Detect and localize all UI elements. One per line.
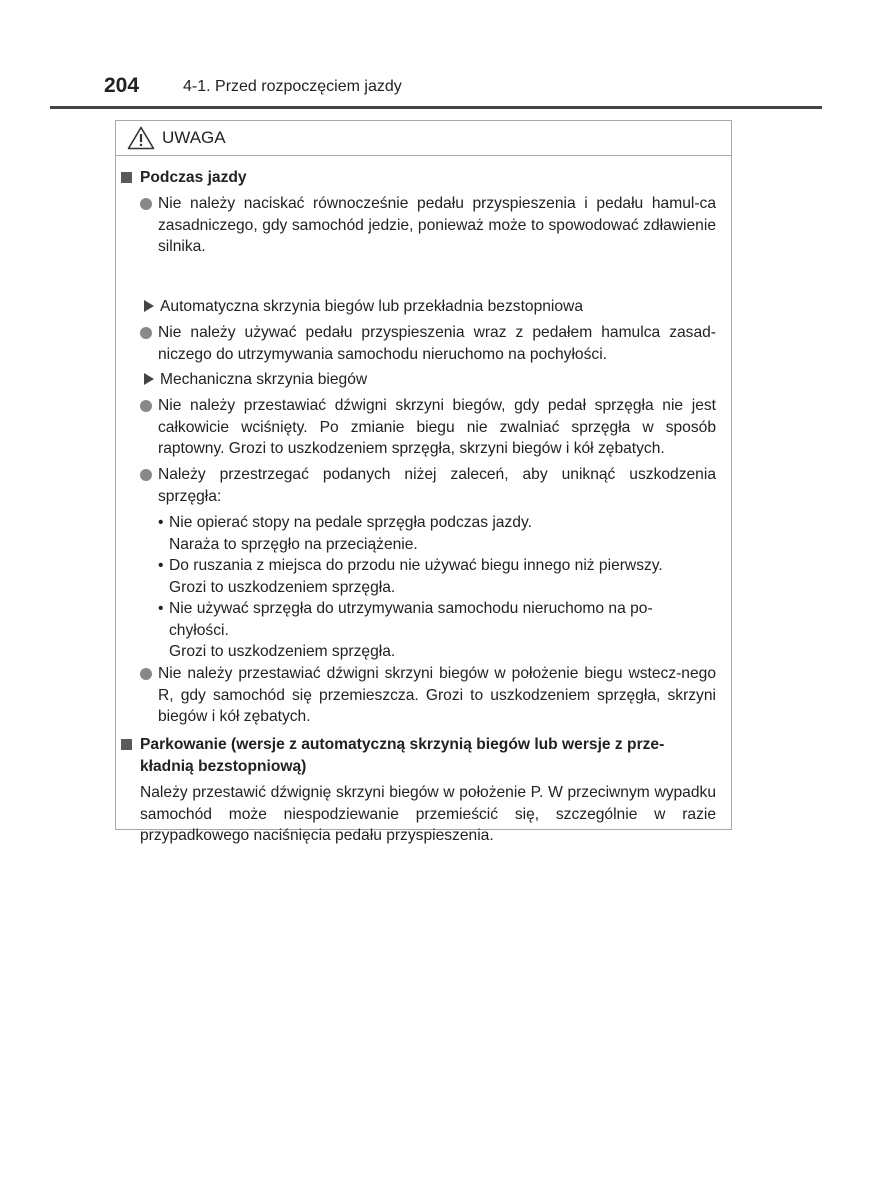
square-bullet-icon xyxy=(121,739,132,750)
section-title: 4-1. Przed rozpoczęciem jazdy xyxy=(183,78,402,95)
warning-label: UWAGA xyxy=(162,128,226,147)
warning-box-title xyxy=(116,121,731,156)
list-item: Nie należy przestawiać dźwigni skrzyni biegów, gdy pedał sprzęgła nie jest całkowicie wciśnięty. Po zmianie biegu nie zwalniać sprzęgła w sposób raptowny. Grozi to uszkodzeniem sprzęgła, skrzyni biegów i kół zębatych. xyxy=(158,395,716,460)
circle-bullet-icon xyxy=(140,469,152,481)
warning-triangle-icon xyxy=(127,126,155,150)
list-item: Należy przestrzegać podanych niżej zaleceń, aby uniknąć uszkodzenia sprzęgła: xyxy=(158,464,716,507)
list-item: Nie należy używać pedału przyspieszenia wraz z pedałem hamulca zasad-niczego do utrzymywania samochodu nieruchomo na pochyłości. xyxy=(158,322,716,365)
circle-bullet-icon xyxy=(140,400,152,412)
page-header xyxy=(50,72,822,109)
arrow-right-icon xyxy=(144,373,154,385)
warning-box xyxy=(115,120,732,844)
page-number: 204 xyxy=(104,74,140,97)
square-bullet-icon xyxy=(121,172,132,183)
section-heading: Podczas jazdy xyxy=(140,167,716,189)
arrow-right-icon xyxy=(144,300,154,312)
circle-bullet-icon xyxy=(140,198,152,210)
sub-list-item: • Nie używać sprzęgła do utrzymywania samochodu nieruchomo na po- chyłości. Grozi to uszkodzeniem sprzęgła. xyxy=(158,598,716,663)
list-item: Nie należy przestawiać dźwigni skrzyni biegów w położenie biegu wstecz-nego R, gdy samochód się przemieszcza. Grozi to uszkodzeniem sprzęgła, skrzyni biegów i kół zębatych. xyxy=(158,663,716,728)
subheading: Automatyczna skrzynia biegów lub przekładnia bezstopniowa xyxy=(144,296,583,318)
subheading: Mechaniczna skrzynia biegów xyxy=(144,369,367,391)
sub-list-item: • Do ruszania z miejsca do przodu nie używać biegu innego niż pierwszy. Grozi to uszkodzeniem sprzęgła. xyxy=(158,555,716,598)
list-item: Nie należy naciskać równocześnie pedału przyspieszenia i pedału hamul-ca zasadniczego, gdy samochód jedzie, ponieważ może to spowodować zdławienie silnika. xyxy=(158,193,716,258)
paragraph: Należy przestawić dźwignię skrzyni biegów w położenie P. W przeciwnym wypadku samochód może niespodziewanie przemieścić się, szczególnie w razie przypadkowego naciśnięcia pedału przyspieszenia. xyxy=(140,784,716,844)
circle-bullet-icon xyxy=(140,668,152,680)
sub-list-item: • Nie opierać stopy na pedale sprzęgła podczas jazdy. Naraża to sprzęgło na przeciążenie. xyxy=(158,512,716,555)
section-heading: Parkowanie (wersje z automatyczną skrzynią biegów lub wersje z prze-kładnią bezstopniową) xyxy=(140,734,716,777)
circle-bullet-icon xyxy=(140,327,152,339)
